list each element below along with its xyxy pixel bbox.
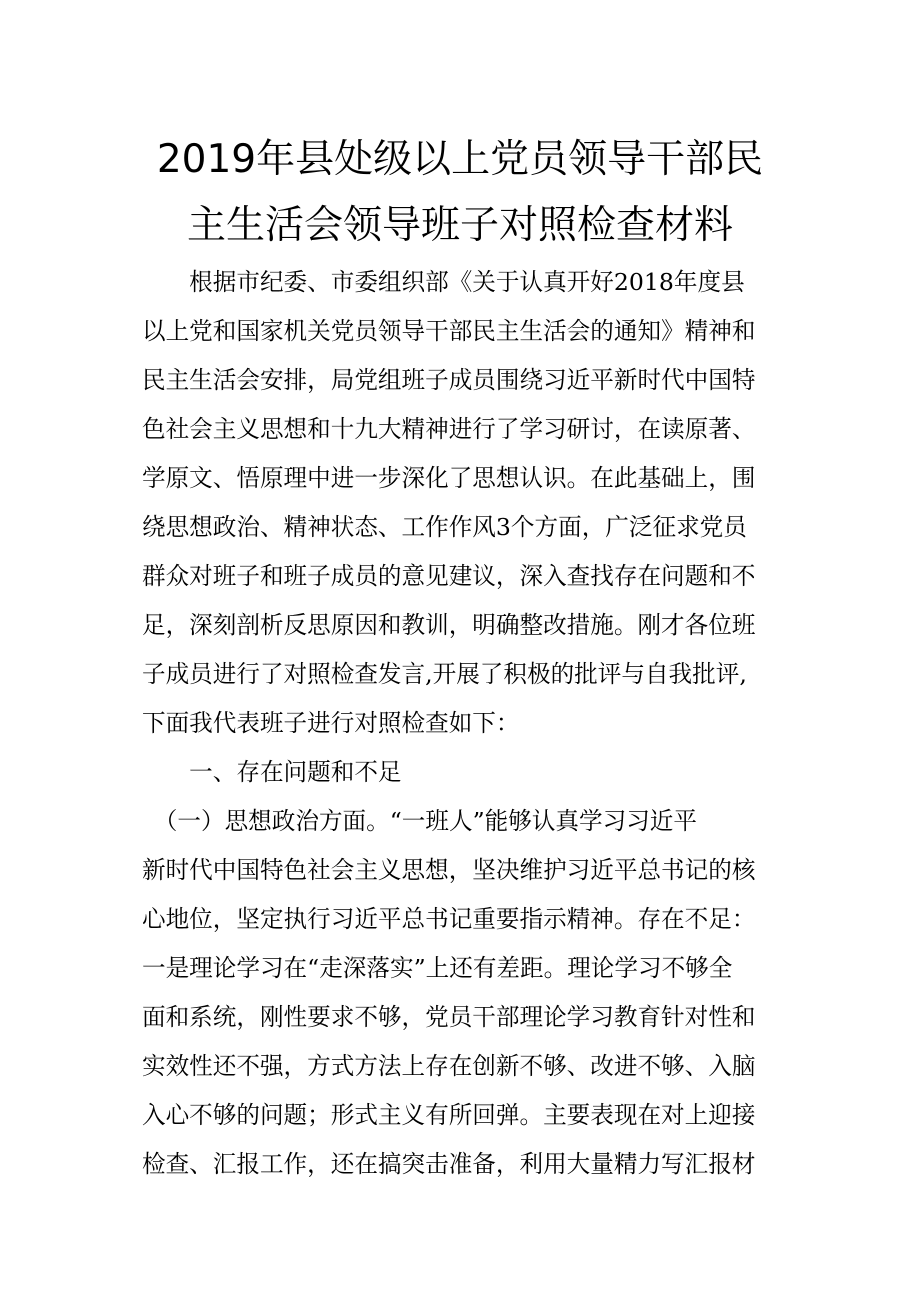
body-line: 一是理论学习在“走深落实”上还有差距。理论学习不够全	[142, 954, 733, 982]
document-title-line-1: 2019年县处级以上党员领导干部民	[156, 137, 764, 182]
body-line: 根据市纪委、市委组织部《关于认真开好2018年度县	[142, 268, 745, 296]
body-line: 下面我代表班子进行对照检查如下：	[142, 709, 520, 737]
body-line: 绕思想政治、精神状态、工作作风3个方面，广泛征求党员	[142, 513, 747, 541]
body-line: 以上党和国家机关党员领导干部民主生活会的通知》精神和	[142, 317, 756, 345]
body-line: 色社会主义思想和十九大精神进行了学习研讨，在读原著、	[142, 415, 756, 443]
body-line: 足，深刻剖析反思原因和教训，明确整改措施。刚才各位班	[142, 611, 756, 639]
body-line: 检查、汇报工作，还在搞突击准备，利用大量精力写汇报材	[142, 1150, 756, 1178]
document-title-line-2: 主生活会领导班子对照检查材料	[186, 203, 733, 248]
body-line: 实效性还不强，方式方法上存在创新不够、改进不够、入脑	[142, 1052, 756, 1080]
body-line: 入心不够的问题；形式主义有所回弹。主要表现在对上迎接	[142, 1101, 756, 1129]
body-line: 学原文、悟原理中进一步深化了思想认识。在此基础上，围	[142, 464, 756, 492]
body-line: 民主生活会安排，局党组班子成员围绕习近平新时代中国特	[142, 366, 756, 394]
body-line: （一）思想政治方面。“一班人”能够认真学习习近平	[142, 807, 697, 835]
body-line: 心地位，坚定执行习近平总书记重要指示精神。存在不足：	[142, 905, 756, 933]
section-heading: 一、存在问题和不足	[142, 758, 402, 786]
body-line: 子成员进行了对照检查发言,开展了积极的批评与自我批评,	[142, 660, 747, 688]
body-line: 群众对班子和班子成员的意见建议，深入查找存在问题和不	[142, 562, 756, 590]
body-line: 新时代中国特色社会主义思想，坚决维护习近平总书记的核	[142, 856, 756, 884]
body-line: 面和系统，刚性要求不够，党员干部理论学习教育针对性和	[142, 1003, 756, 1031]
